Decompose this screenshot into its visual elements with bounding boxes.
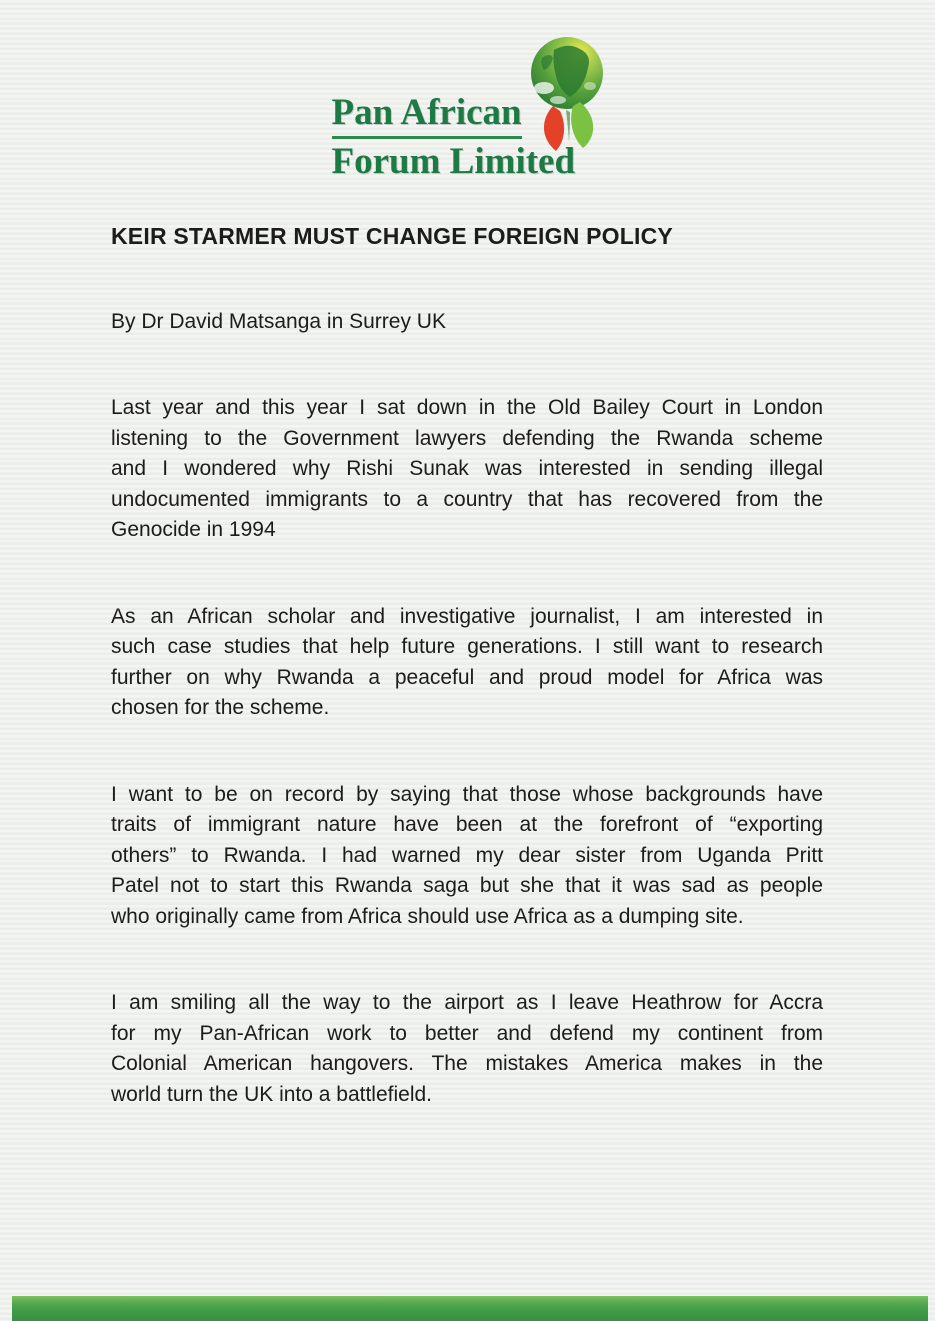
paragraph-line: I am smiling all the way to the airport as I leave Heathrow for Accra [111, 991, 823, 1014]
paragraph-4 [111, 988, 823, 1110]
paragraph-line: listening to the Government lawyers defending the Rwanda scheme [111, 426, 823, 450]
paragraph-line: Last year and this year I sat down in the Old Bailey Court in London [111, 396, 823, 419]
paragraph-line: Colonial American hangovers. The mistakes America makes in the [111, 1052, 823, 1075]
paragraph-line: world turn the UK into a battlefield. [111, 1082, 433, 1106]
paragraph-2 [111, 602, 823, 724]
paragraph-line: I want to be on record by saying that those whose backgrounds have [111, 782, 823, 806]
logo-line2: Forum Limited [331, 141, 576, 182]
paragraph-line: for my Pan-African work to better and defend my continent from [111, 1021, 823, 1045]
paragraph-line: As an African scholar and investigative journalist, I am interested in [111, 604, 823, 628]
paragraph-line: and I wondered why Rishi Sunak was interested in sending illegal [111, 457, 823, 480]
byline: By Dr David Matsanga in Surrey UK [111, 310, 446, 333]
paragraph-line: Patel not to start this Rwanda saga but she that it was sad as people [111, 874, 823, 897]
paragraph-line: such case studies that help future generations. I still want to research [111, 635, 823, 658]
paragraph-line: further on why Rwanda a peaceful and proud model for Africa was [111, 665, 823, 689]
logo-text [332, 94, 576, 180]
paragraph-line: undocumented immigrants to a country that has recovered from the [111, 487, 823, 511]
paragraph-line: traits of immigrant nature have been at the forefront of “exporting [111, 813, 823, 836]
article-title: KEIR STARMER MUST CHANGE FOREIGN POLICY [111, 223, 673, 249]
footer-green-bar [12, 1296, 928, 1321]
article-body [111, 222, 823, 1110]
paragraph-3 [111, 780, 823, 933]
logo-line1: Pan African [332, 94, 522, 139]
organization-logo [331, 36, 604, 182]
paragraph-line: others” to Rwanda. I had warned my dear sister from Uganda Pritt [111, 843, 823, 867]
paragraph-line: who originally came from Africa should use Africa as a dumping site. [111, 904, 744, 928]
paragraph-line: chosen for the scheme. [111, 696, 330, 719]
paragraph-1 [111, 393, 823, 546]
paragraph-line: Genocide in 1994 [111, 518, 276, 541]
